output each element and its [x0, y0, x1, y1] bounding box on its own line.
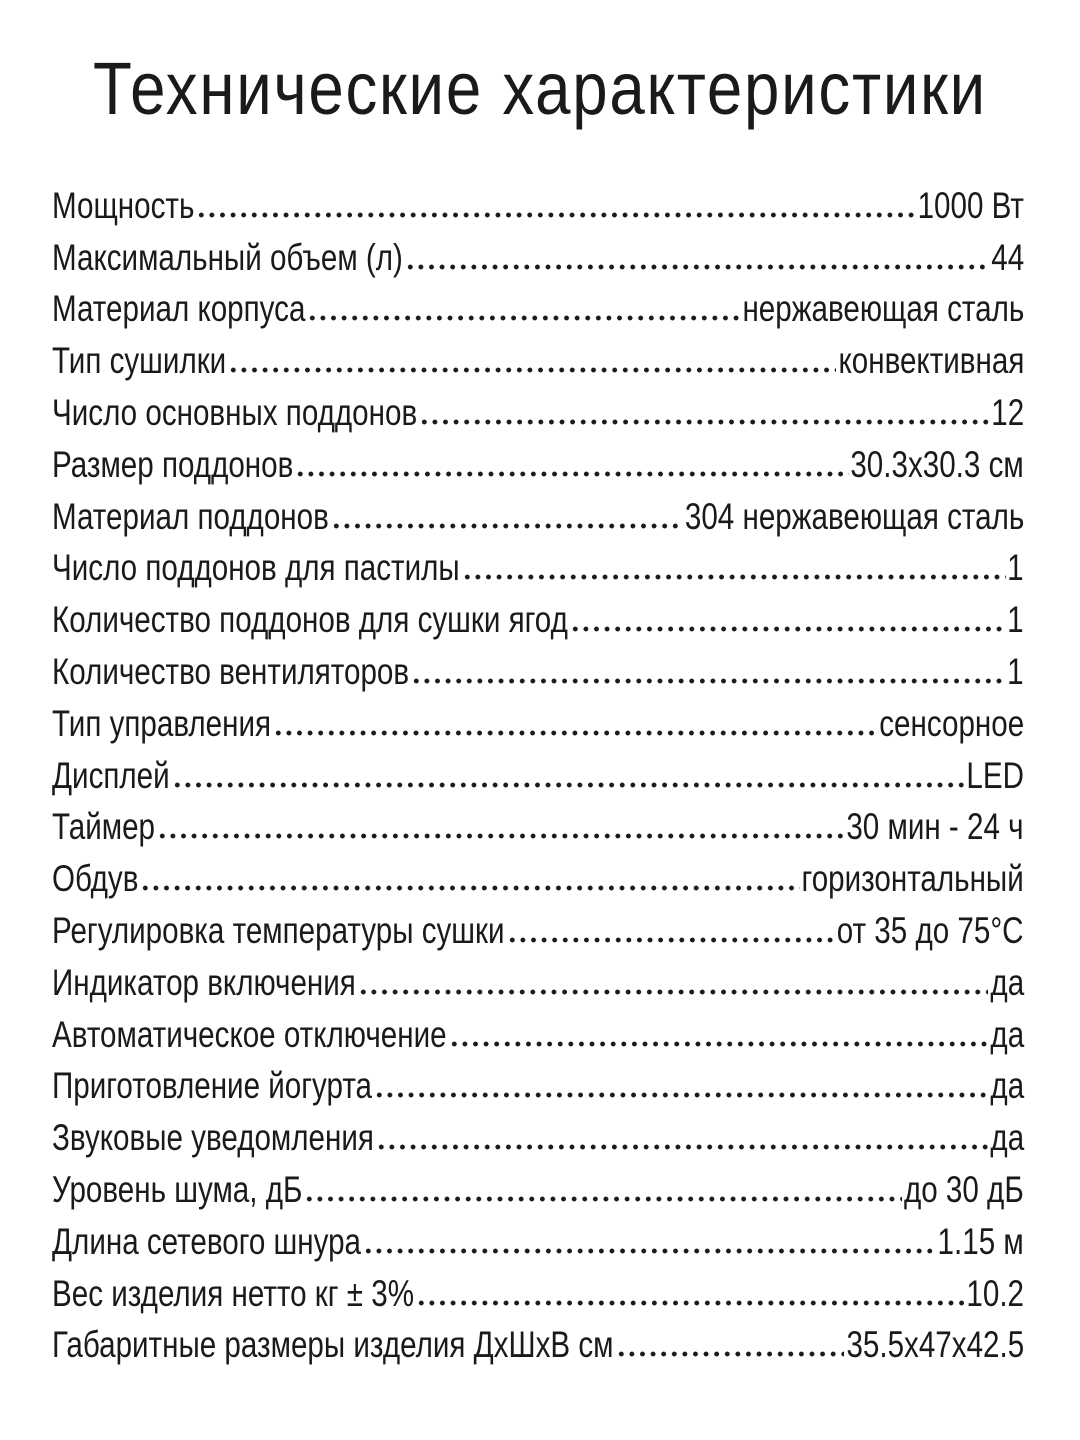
dot-leader [331, 522, 683, 530]
spec-label: Вес изделия нетто кг ± 3% [52, 1272, 415, 1314]
spec-label: Количество поддонов для сушки ягод [52, 599, 568, 641]
spec-label: Звуковые уведомления [52, 1117, 374, 1159]
spec-label: Таймер [52, 806, 156, 848]
spec-value: 44 [991, 236, 1024, 278]
spec-label: Индикатор включения [52, 961, 356, 1003]
spec-label: Материал корпуса [52, 288, 306, 330]
dot-leader [376, 1143, 988, 1151]
spec-row [52, 172, 1024, 224]
spec-row [52, 638, 1024, 690]
spec-label: Тип сушилки [52, 340, 227, 382]
spec-row [52, 1208, 1024, 1260]
spec-value: 1.15 м [937, 1220, 1024, 1262]
dot-leader [358, 988, 988, 996]
spec-label: Число основных поддонов [52, 391, 418, 433]
dot-leader [416, 1299, 964, 1307]
spec-label: Размер поддонов [52, 443, 294, 485]
dot-leader [449, 1040, 989, 1048]
spec-row [52, 949, 1024, 1001]
spec-row [52, 1053, 1024, 1105]
spec-row [52, 586, 1024, 641]
spec-value: 1 [1007, 650, 1024, 692]
spec-value: да [990, 1065, 1024, 1107]
spec-value: горизонтальный [801, 858, 1024, 900]
spec-row [52, 483, 1024, 535]
spec-value: 1000 Вт [917, 184, 1024, 226]
spec-label: Приготовление йогурта [52, 1065, 373, 1107]
spec-value: сенсорное [879, 702, 1024, 744]
spec-value: конвективная [838, 340, 1024, 382]
dot-leader [228, 366, 836, 374]
dot-leader [157, 832, 845, 840]
spec-value: 30 мин - 24 ч [846, 806, 1024, 848]
spec-value: да [990, 1117, 1024, 1159]
dot-leader [273, 729, 877, 737]
spec-row [52, 897, 1024, 949]
spec-row [52, 431, 1024, 483]
spec-label: Дисплей [52, 754, 170, 796]
spec-value: от 35 до 75°С [837, 909, 1024, 951]
spec-row [52, 1312, 1024, 1364]
spec-value: 1 [1007, 599, 1024, 641]
spec-row [52, 794, 1024, 846]
spec-value: LED [966, 754, 1024, 796]
spec-label: Материал поддонов [52, 495, 329, 537]
spec-row [52, 327, 1024, 382]
dot-leader [507, 936, 836, 944]
spec-value: 12 [991, 391, 1024, 433]
dot-leader [196, 211, 915, 219]
spec-label: Регулировка температуры сушки [52, 909, 505, 951]
spec-value: нержавеющая сталь [742, 288, 1024, 330]
spec-value: 304 нержавеющая сталь [684, 495, 1024, 537]
spec-row [52, 742, 1024, 794]
spec-list [52, 172, 1024, 1366]
spec-label: Габаритные размеры изделия ДхШхВ см [52, 1324, 614, 1366]
spec-row [52, 1156, 1024, 1208]
dot-leader [405, 263, 989, 271]
spec-label: Уровень шума, дБ [52, 1168, 303, 1210]
spec-label: Тип управления [52, 702, 272, 744]
dot-leader [374, 1091, 988, 1099]
spec-label: Число поддонов для пастилы [52, 547, 460, 589]
spec-row [52, 1001, 1024, 1053]
spec-value: 30.3х30.3 см [850, 443, 1024, 485]
spec-value: да [990, 1013, 1024, 1055]
spec-row [52, 224, 1024, 276]
spec-label: Автоматическое отключение [52, 1013, 447, 1055]
dot-leader [570, 625, 1006, 633]
spec-value: да [990, 961, 1024, 1003]
dot-leader [140, 884, 799, 892]
spec-label: Максимальный объем (л) [52, 236, 403, 278]
dot-leader [419, 418, 989, 426]
dot-leader [295, 470, 848, 478]
dot-leader [411, 677, 1005, 685]
page-title: Технические характеристики [93, 47, 987, 130]
spec-label: Обдув [52, 858, 139, 900]
dot-leader [462, 573, 1006, 581]
spec-row [52, 1104, 1024, 1159]
spec-row [52, 690, 1024, 742]
dot-leader [616, 1350, 845, 1358]
spec-value: до 30 дБ [904, 1168, 1024, 1210]
spec-value: 1 [1007, 547, 1024, 589]
spec-value: 10.2 [966, 1272, 1024, 1314]
dot-leader [172, 781, 965, 789]
spec-row [52, 535, 1024, 587]
spec-row [52, 276, 1024, 328]
spec-value: 35.5х47х42.5 [846, 1324, 1024, 1366]
spec-row [52, 379, 1024, 431]
dot-leader [363, 1247, 936, 1255]
spec-row [52, 1260, 1024, 1312]
spec-label: Количество вентиляторов [52, 650, 410, 692]
spec-label: Мощность [52, 184, 195, 226]
dot-leader [304, 1195, 902, 1203]
spec-label: Длина сетевого шнура [52, 1220, 362, 1262]
spec-row [52, 845, 1024, 900]
dot-leader [307, 314, 740, 322]
